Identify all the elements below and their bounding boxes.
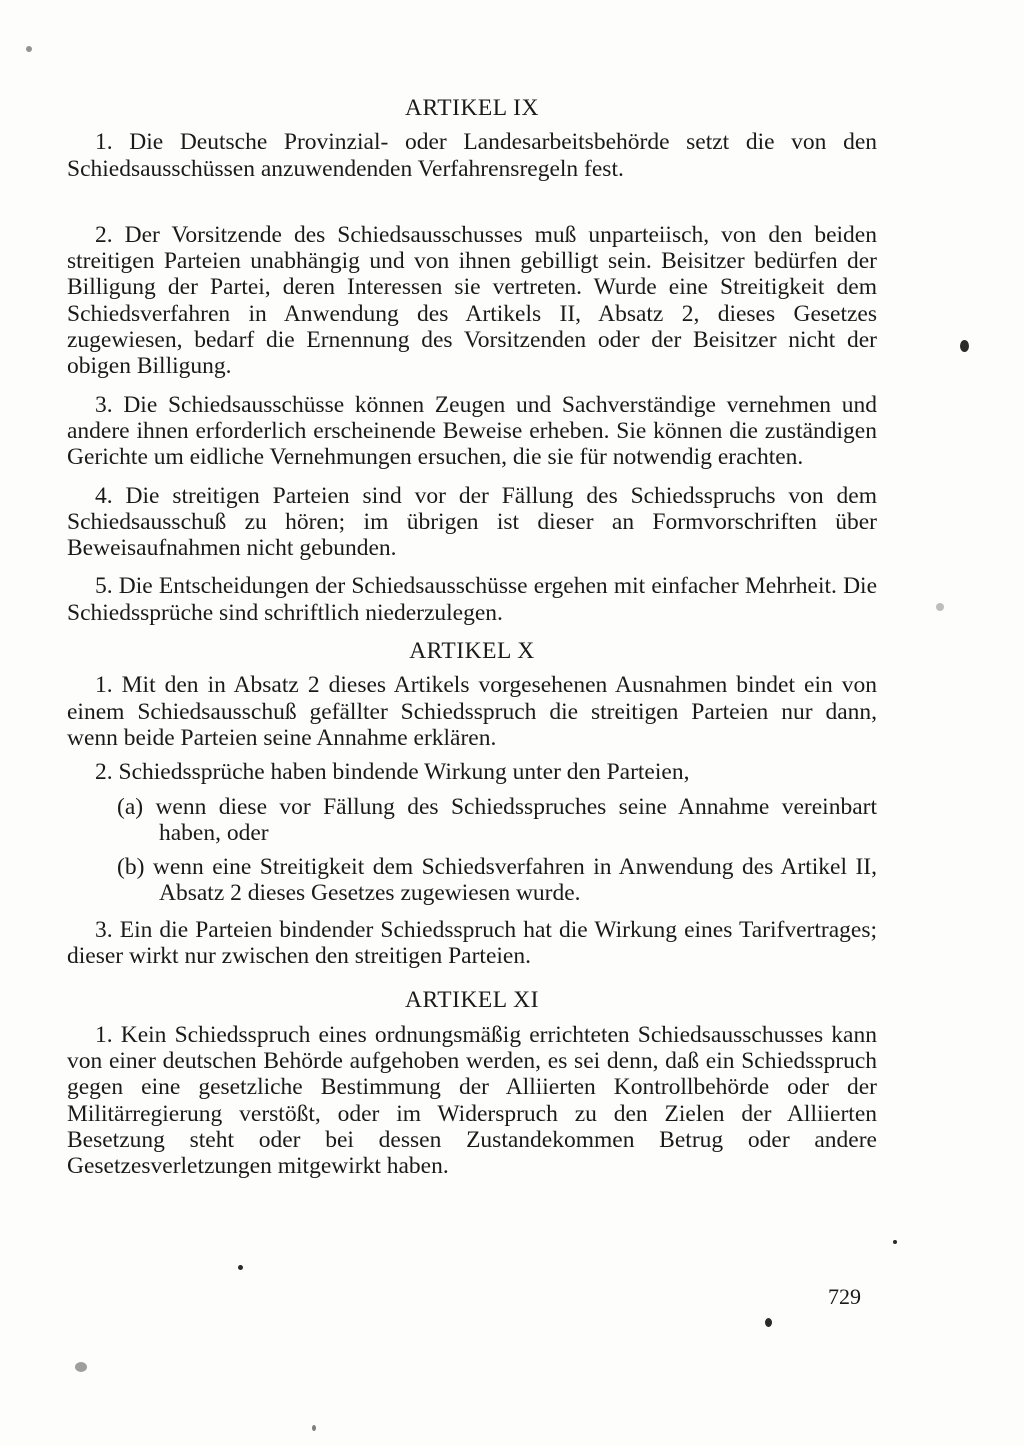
artikel-ix-paragraph-2: 2. Der Vorsitzende des Schiedsausschusses muß unparteiisch, von den beiden streitigen Parteien unabhängig und von ihnen gebilligt sein. Beisitzer bedürfen der Billigung der Partei, deren Interessen sie vertreten. Wurde eine Streitigkeit dem Schiedsverfahren in Anwendung des Artikels II, Absatz 2, dieses Gesetzes zugewiesen, bedarf die Ernennung des Vorsitzenden oder der Beisitzer nicht der obigen Billigung. — [67, 221, 877, 380]
artikel-ix-heading: ARTIKEL IX — [405, 95, 539, 121]
scan-speck — [893, 1240, 897, 1244]
artikel-x-paragraph-3: 3. Ein die Parteien bindender Schiedsspruch hat die Wirkung eines Tarifvertrages; dieser wirkt nur zwischen den streitigen Parteien. — [67, 916, 877, 970]
scan-speck — [936, 603, 944, 611]
scan-speck — [765, 1318, 772, 1327]
document-body — [67, 95, 877, 1179]
scan-speck — [238, 1265, 243, 1270]
artikel-x-paragraph-1: 1. Mit den in Absatz 2 dieses Artikels vorgesehenen Ausnahmen bindet ein von einem Schiedsausschuß gefällter Schiedsspruch die streitigen Parteien nur dann, wenn beide Parteien seine Annahme erklären. — [67, 672, 877, 751]
page-number: 729 — [828, 1284, 861, 1309]
artikel-x-paragraph-2b: (b) wenn eine Streitigkeit dem Schiedsverfahren in Anwendung des Artikel II, Absatz 2 dieses Gesetzes zugewiesen wurde. — [117, 854, 877, 907]
scan-speck — [312, 1425, 316, 1431]
artikel-ix-paragraph-1: 1. Die Deutsche Provinzial- oder Landesarbeitsbehörde setzt die von den Schiedsausschüssen anzuwendenden Verfahrensregeln fest. — [67, 129, 877, 182]
artikel-ix-paragraph-4: 4. Die streitigen Parteien sind vor der Fällung des Schiedsspruchs von dem Schiedsausschuß zu hören; im übrigen ist dieser an Formvorschriften über Beweisaufnahmen nicht gebunden. — [67, 482, 877, 562]
scan-speck — [75, 1362, 87, 1372]
artikel-x-paragraph-2: 2. Schiedssprüche haben bindende Wirkung unter den Parteien, — [95, 759, 690, 786]
artikel-xi-heading: ARTIKEL XI — [405, 987, 539, 1014]
scan-speck — [26, 46, 32, 52]
artikel-ix-paragraph-5: 5. Die Entscheidungen der Schiedsausschüsse ergehen mit einfacher Mehrheit. Die Schiedssprüche sind schriftlich niederzulegen. — [67, 573, 877, 626]
artikel-ix-paragraph-3: 3. Die Schiedsausschüsse können Zeugen und Sachverständige vernehmen und andere ihnen erforderlich erscheinende Beweise erheben. Sie können die zuständigen Gerichte um eidliche Vernehmungen ersuchen, die sie für notwendig erachten. — [67, 391, 877, 471]
artikel-xi-paragraph-1: 1. Kein Schiedsspruch eines ordnungsmäßig errichteten Schiedsausschusses kann von einer deutschen Behörde aufgehoben werden, es sei denn, daß ein Schiedsspruch gegen eine gesetzliche Bestimmung der Alliierten Kontrollbehörde oder der Militärregierung verstößt, oder im Widerspruch zu den Zielen der Alliierten Besetzung steht oder bei dessen Zustandekommen Betrug oder andere Gesetzesverletzungen mitgewirkt haben. — [67, 1021, 877, 1180]
scan-speck — [960, 340, 969, 352]
artikel-x-paragraph-2a: (a) wenn diese vor Fällung des Schiedsspruches seine Annahme vereinbart haben, oder — [117, 793, 877, 846]
artikel-x-heading: ARTIKEL X — [409, 638, 535, 665]
